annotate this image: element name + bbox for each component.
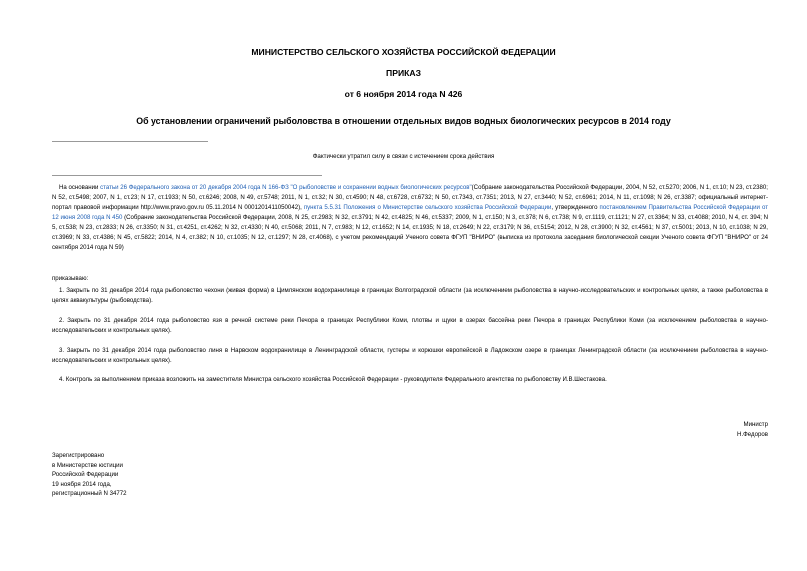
preamble-text-3: , утвержденного bbox=[551, 204, 600, 211]
signer-position: Министр bbox=[743, 421, 768, 428]
order-item-4: 4. Контроль за выполнением приказа возложить на заместителя Министра сельского хозяйства Российской Федерации - руководителя Федерального агентства по рыболовству И.В.Шестакова. bbox=[59, 376, 607, 383]
status-note: Фактически утратил силу в связи с истечением срока действия bbox=[312, 153, 495, 160]
order-item-1: 1. Закрыть по 31 декабря 2014 года рыболовство чехони (живая форма) в Цимлянском водохранилище в границах Волгоградской области (за исключением рыболовства в научно-исследовательских и контрольных целях, а также рыболовства в целях аквакультуры (рыбоводства). bbox=[52, 287, 768, 304]
preamble-text-4: (Собрание законодательства Российской Федерации, 2008, N 25, ст.2983; N 32, ст.3791; N 42, ст.4825; N 46, ст.5337; 2009, N 1, ст.150; N 3, ст.378; N 6, ст.738; N 9, ст.1119, ст.1121; N 27, ст.3364; N 33, ст.4088; 2010, N 4, ст. 394; N 5, ст.538; N 23, ст.2833; N 26, ст.3350; N 31, ст.4251, ст.4262; N 32, ст.4330; N 40, ст.5068; 2011, N 7, ст.983; N 12, ст.1652; N 14, ст.1935; N 18, ст.2649; N 22, ст.3179; N 36, ст.5154; 2012, N 28, ст.3900; N 32, ст.4561; N 37, ст.5001; 2013, N 10, ст.1038; N 29, ст.3969; N 33, ст.4386; N 45, ст.5822; 2014, N 4, ст.382; N 10, ст.1035; N 12, ст.1297; N 28, ст.4068), с учетом рекомендаций Ученого совета ФГУП "ВНИРО" (выписка из протокола заседания биологической секции Ученого совета ФГУП "ВНИРО" от 24 сентября 2014 года N 59) bbox=[52, 214, 769, 251]
divider-top bbox=[52, 141, 208, 142]
signature-block bbox=[737, 420, 768, 440]
order-item-3: 3. Закрыть по 31 декабря 2014 года рыболовство линя в Нарвском водохранилище в Ленинградской области, густеры и корюшки европейской в Ладожском озере в границах Ленинградской области (за исключением рыболовства в научно-исследовательских и контрольных целях). bbox=[52, 347, 768, 364]
registration-line-5: регистрационный N 34772 bbox=[52, 490, 127, 497]
order-item-2: 2. Закрыть по 31 декабря 2014 года рыболовство язя в речной системе реки Печора в границах Республики Коми, плотвы и щуки в озерах бассейна реки Печора в границах Республики Коми (за исключением рыболовства в научно-исследовательских и контрольных целях). bbox=[52, 317, 768, 334]
law-article-link[interactable]: статьи 26 Федерального закона от 20 декабря 2004 года N 166-ФЗ "О рыболовстве и сохранении водных биологических ресурсов" bbox=[100, 184, 472, 191]
preamble-text-2: (Собрание законодательства Российской Федерации, 2004, N 52, ст.5270; 2006, N 1, ст.10; N 23, ст.2380; N 52, ст.5498; 2007, N 1, ст.23; N 17, ст.1933; N 50, ст.6246; 2008, N 49, ст.5748; 2011, N 1, ст.32; N 30, ст.4590; N 48, ст.6728, ст.6732; N 50, ст.7343, ст.7351; 2013, N 27, ст.3440; N 52, ст.6961; 2014, N 11, ст.1098; N 26, ст.3387; официальный интернет-портал правовой информации http://www.pravo.gov.ru 05.11.2014 N 0001201411050042), bbox=[52, 184, 768, 211]
registration-line-4: 19 ноября 2014 года, bbox=[52, 480, 112, 488]
government-decree-link[interactable]: постановлением Правительства Российской Федерации от 12 июня 2008 года N 450 bbox=[52, 204, 768, 221]
doc-type-heading: ПРИКАЗ bbox=[386, 68, 421, 78]
registration-line-2: в Министерстве юстиции bbox=[52, 461, 123, 469]
registration-line-3: Российской Федерации bbox=[52, 471, 119, 478]
preamble-paragraph bbox=[52, 183, 768, 253]
registration-block bbox=[52, 451, 127, 499]
regulation-point-link[interactable]: пункта 5.5.31 Положения о Министерстве сельского хозяйства Российской Федерации bbox=[303, 204, 552, 211]
registration-line-1: Зарегистрировано bbox=[52, 452, 105, 459]
signer-name: Н.Федоров bbox=[737, 431, 768, 438]
divider-bottom bbox=[52, 175, 322, 176]
order-word: приказываю: bbox=[52, 275, 89, 282]
date-number-heading: от 6 ноября 2014 года N 426 bbox=[344, 89, 463, 99]
preamble-text-1: На основании bbox=[59, 184, 101, 191]
document-title: Об установлении ограничений рыболовства в отношении отдельных видов водных биологических ресурсов в 2014 году bbox=[136, 116, 671, 126]
ministry-heading: МИНИСТЕРСТВО СЕЛЬСКОГО ХОЗЯЙСТВА РОССИЙСКОЙ ФЕДЕРАЦИИ bbox=[251, 47, 556, 57]
